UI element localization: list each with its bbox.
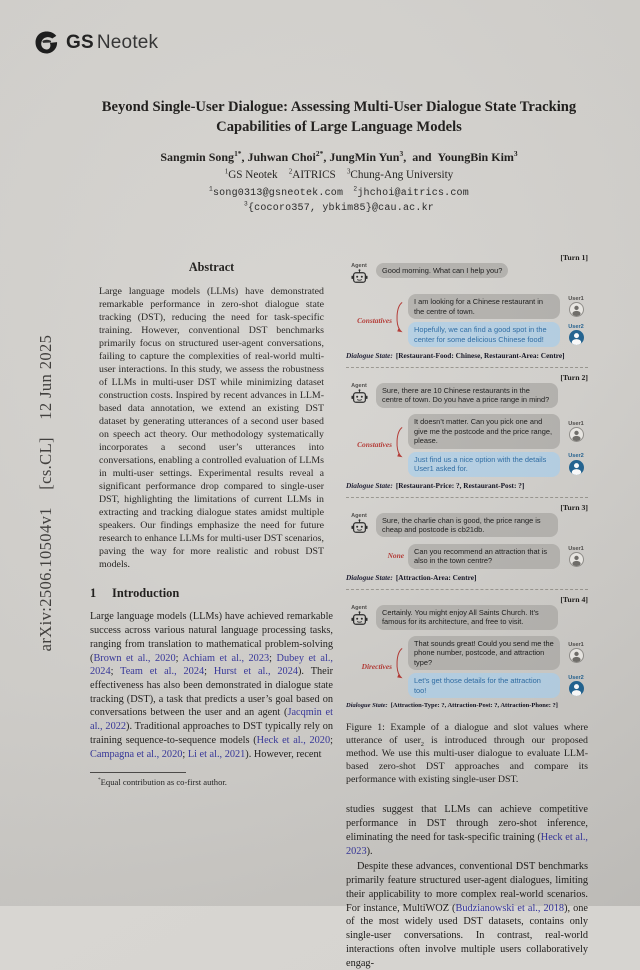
user2-speaker-label: User2 [568, 675, 584, 682]
superscript: 3 [244, 201, 248, 209]
dialogue-state-label: Dialogue State: [346, 351, 393, 361]
user-message-row [404, 544, 588, 569]
text-run: ; [269, 652, 277, 664]
text-run: ; [330, 734, 333, 746]
agent-icon-column [346, 513, 372, 541]
dialogue-state-value: [Restaurant-Price: ?, Restaurant-Post: ?] [395, 480, 525, 490]
footnote-rule [90, 772, 186, 773]
user-message-row [404, 636, 588, 670]
abstract-text: Large language models (LLMs) have demonstrated remarkable performance in zero-shot dialogue state tracking (DST), reducing the need for task-specific training. However, conventional DST benchmarks primarily focus on structured user-agent conversations, failing to capture the complexities of real-world multi-user interactions. In this study, we assess the robustness of LLMs in multi-user DST while minimizing dataset construction costs. Inspired by recent advances in LLM-based data annotation, we extend an existing DST dataset by generating utterances of a second user based on speech act theory. Our methodology systematically incorporates a second user’s utterances into conversations, enabling a controlled evaluation of LLMs in multi-user settings. Experimental results reveal a significant performance drop compared to single-user DST, highlighting the limitations of current LLMs in extracting and tracking dialogue states amidst multiple speakers. Our findings emphasize the need for future research to enhance LLMs for multi-user DST scenarios, paving the way for more realistic and robust DST models. [99, 286, 324, 571]
speech-act-zone [346, 294, 404, 347]
superscript: 2 [288, 167, 293, 176]
dialogue-state-label: Dialogue State: [346, 702, 388, 710]
dialogue-state-value: [Restaurant-Food: Chinese, Restaurant-Area: Centre] [395, 351, 565, 361]
agent-row [346, 263, 588, 291]
footnote-body: Equal contribution as co-first author. [100, 777, 227, 788]
user2-avatar-icon [569, 330, 584, 345]
act-brace-icon [393, 300, 404, 341]
text-run: jhchoi@aitrics.com [357, 187, 469, 199]
section-number: 1 [90, 586, 97, 601]
text-run: Figure 1: Example of a dialogue and slot values where utterance of user [346, 722, 588, 746]
user-messages-block [346, 414, 588, 476]
agent-robot-icon [346, 519, 372, 541]
user-rows [404, 294, 588, 347]
agent-row [346, 383, 588, 411]
user1-speaker-label: User1 [568, 296, 584, 303]
dialogue-state-value: [Attraction-Type: ?, Attraction-Post: ?, Attraction-Phone: ?] [390, 702, 558, 710]
user2-speaker-label: User2 [568, 323, 584, 330]
text-run: ), one of the most widely used DST datasets, contains only single-user conversations. In contrast, real-world interactions often involve multiple users collaboratively engag- [346, 902, 588, 969]
text-run: ). Their effectiveness has also been demonstrated in dialogue state tracking (DST), a task that predicts a user’s goal based on conversations between the user and an agent ( [90, 666, 333, 719]
user-message-row [404, 322, 588, 347]
speech-act-label: Constatives [357, 440, 392, 450]
user2-avatar-icon [569, 681, 584, 696]
agent-bubble: Sure, the charlie chan is good, the price range is cheap and postcode is cb21db. [376, 513, 558, 538]
logo-wordmark [66, 32, 158, 54]
section-title: Introduction [112, 586, 180, 601]
agent-speaker-label: Agent [351, 263, 367, 269]
agent-speaker-label: Agent [351, 383, 367, 390]
user-messages-block [346, 544, 588, 569]
superscript: 2* [315, 148, 324, 158]
user1-speaker-label: User1 [568, 420, 584, 427]
right-column [346, 247, 588, 970]
u1-icon-column [564, 296, 588, 317]
user-message-row [404, 673, 588, 698]
user1-speaker-label: User1 [568, 642, 584, 649]
text-run: ; [182, 748, 188, 760]
speech-act-label: None [387, 551, 404, 561]
dialogue-state-line [346, 702, 588, 709]
footnote-marker: * [98, 777, 101, 784]
user-rows [404, 544, 588, 569]
paper-header [88, 97, 590, 217]
citation-link[interactable]: Heck et al., 2020 [256, 734, 331, 746]
text-run: , and YoungBin Kim [403, 149, 514, 164]
user1-bubble: Can you recommend an attraction that is also in the town centre? [408, 544, 560, 569]
footnote-text [90, 777, 333, 787]
gs-neotek-logo-icon [33, 29, 60, 56]
text-run: studies suggest that LLMs can achieve competitive performance in DST through zero-shot inference, eliminating the need for task-specific training ( [346, 804, 588, 843]
user1-avatar-icon [569, 302, 584, 317]
agent-robot-icon [346, 269, 372, 291]
text-run: {cocoro357, ybkim85}@cau.ac.kr [247, 203, 434, 215]
user1-avatar-icon [569, 552, 584, 567]
text-run: is introduced through our proposed method. We use this multi-user dialogue to evaluate LLM-based zero-shot DST approaches and compare its performance with existing single-user DST. [346, 734, 588, 785]
figure-turn [346, 372, 588, 491]
turn-divider [346, 589, 588, 590]
citation-link[interactable]: Achiam et al., 2023 [182, 652, 270, 664]
emails-block [88, 186, 590, 217]
agent-icon-column [346, 605, 372, 633]
turn-divider [346, 497, 588, 498]
text-run: Large language models (LLMs) have achieved remarkable success across various natural language processing tasks, ranging from translation to mathematical problem-solving ( [90, 611, 333, 664]
arxiv-sidebar-label: arXiv:2506.10504v1 [cs.CL] 12 Jun 2025 [36, 334, 55, 652]
superscript: 1* [234, 148, 242, 158]
agent-robot-icon [346, 389, 372, 411]
user1-avatar-icon [569, 648, 584, 663]
user2-bubble: Let’s get those details for the attraction too! [408, 673, 560, 698]
superscript: 3 [346, 167, 351, 176]
text-run: ). However, recent [245, 748, 322, 760]
user1-bubble: It doesn’t matter. Can you pick one and give me the postcode and the price range, please. [408, 414, 560, 448]
user-rows [404, 414, 588, 476]
agent-robot-icon [346, 611, 372, 633]
text-run: ; [110, 666, 121, 678]
turn-label: [Turn 4] [560, 594, 588, 604]
u1-icon-column [564, 421, 588, 442]
publisher-logo [33, 29, 158, 56]
u1-icon-column [564, 642, 588, 663]
user2-bubble: Hopefully, we can find a good spot in the center for some delicious Chinese food! [408, 322, 560, 347]
agent-row [346, 605, 588, 633]
speech-act-zone [346, 414, 404, 476]
user2-bubble: Just find us a nice option with the details User1 asked for. [408, 452, 560, 477]
agent-icon-column [346, 383, 372, 411]
email-line-2 [88, 201, 590, 217]
citation-link[interactable]: Team et al., 2024 [120, 666, 205, 678]
u2-icon-column [564, 675, 588, 696]
agent-row [346, 513, 588, 541]
citation-link[interactable]: Brown et al., 2020 [93, 652, 176, 664]
figure-turn [346, 252, 588, 362]
superscript: 3 [513, 148, 518, 158]
citation-link[interactable]: Hurst et al., 2024 [213, 666, 298, 678]
text-run: ; [175, 652, 183, 664]
user1-avatar-icon [569, 427, 584, 442]
text-run: Despite these advances, conventional DST benchmarks primarily feature structured user-agent dialogues, limiting their applicability to more complex real-world scenarios. For instance, MultiWOZ ( [346, 861, 588, 914]
superscript: 1 [209, 185, 213, 193]
figure-turn [346, 502, 588, 584]
figure-turn [346, 594, 588, 711]
citation-link[interactable]: Campagna et al., 2020 [90, 748, 183, 760]
superscript: 3 [399, 148, 404, 158]
user-message-row [404, 294, 588, 319]
act-brace-icon [393, 646, 404, 687]
user1-bubble: I am looking for a Chinese restaurant in the centre of town. [408, 294, 560, 319]
citation-link[interactable]: Heck et al., 2023 [346, 831, 588, 857]
dialogue-state-value: [Attraction-Area: Centre] [395, 572, 477, 582]
user-message-row [404, 414, 588, 448]
user2-speaker-label: User2 [568, 453, 584, 460]
authors-line [88, 150, 590, 165]
user1-speaker-label: User1 [568, 545, 584, 552]
introduction-paragraph [90, 610, 333, 761]
turn-divider [346, 367, 588, 368]
figure-1-caption [346, 722, 588, 786]
text-run: Sangmin Song [160, 149, 235, 164]
text-run: AITRICS [292, 168, 347, 181]
affiliations-line [88, 169, 590, 181]
dialogue-state-line [346, 481, 588, 490]
superscript: 2 [353, 185, 358, 193]
speech-act-zone [346, 544, 404, 569]
act-brace-icon [393, 425, 404, 466]
citation-link[interactable]: Li et al., 2021 [187, 748, 246, 760]
two-column-body [90, 247, 588, 970]
dialogue-state-line [346, 351, 588, 360]
speech-act-label: Constatives [357, 315, 392, 325]
speech-act-zone [346, 636, 404, 698]
text-run: , Juhwan Choi [241, 149, 316, 164]
agent-bubble: Certainly. You might enjoy All Saints Church. It’s famous for its architecture, and free to visit. [376, 605, 558, 630]
left-column [90, 247, 333, 970]
agent-speaker-label: Agent [351, 604, 367, 611]
user-messages-block [346, 294, 588, 347]
logo-text-regular: Neotek [96, 31, 159, 53]
text-run: ; [204, 666, 214, 678]
user2-avatar-icon [569, 460, 584, 475]
agent-speaker-label: Agent [351, 512, 367, 519]
dialogue-state-label: Dialogue State: [346, 572, 393, 582]
email-line-1 [88, 186, 590, 202]
user-rows [404, 636, 588, 698]
footnote [90, 772, 333, 787]
user-message-row [404, 452, 588, 477]
text-run: , JungMin Yun [323, 149, 400, 164]
paper-title: Beyond Single-User Dialogue: Assessing Multi-User Dialogue State Tracking Capabilities of Large Language Models [101, 99, 577, 136]
body-paragraph-continued [346, 803, 588, 858]
body-paragraph-2 [346, 860, 588, 970]
u1-icon-column [564, 546, 588, 567]
section-heading-introduction [90, 586, 333, 601]
text-run: GS Neotek [228, 168, 289, 181]
agent-icon-column [346, 263, 372, 291]
citation-link[interactable]: Jacqmin et al., 2022 [90, 707, 333, 733]
u2-icon-column [564, 453, 588, 474]
turn-label: [Turn 3] [560, 502, 588, 512]
figure-1-dialogue [346, 247, 588, 711]
agent-bubble: Sure, there are 10 Chinese restaurants in the centre of town. Do you have a price range in mind? [376, 383, 558, 408]
dialogue-state-line [346, 573, 588, 582]
text-run: song0313@gsneotek.com [212, 187, 344, 199]
u2-icon-column [564, 324, 588, 345]
superscript: 1 [224, 167, 229, 176]
agent-bubble: Good morning. What can I help you? [376, 263, 508, 278]
text-run: ). [366, 845, 373, 857]
turn-label: [Turn 2] [560, 373, 588, 383]
user-messages-block [346, 636, 588, 698]
citation-link[interactable]: Budzianowski et al., 2018 [455, 902, 565, 914]
abstract-heading: Abstract [188, 260, 235, 274]
dialogue-state-label: Dialogue State: [346, 480, 393, 490]
user1-bubble: That sounds great! Could you send me the phone number, postcode, and attraction type? [408, 636, 560, 670]
text-run: ). Traditional approaches to DST typically rely on training sequence-to-sequence models ( [90, 721, 333, 746]
text-run: Chung-Ang University [350, 168, 454, 181]
logo-text-bold: GS [66, 31, 94, 53]
turn-label: [Turn 1] [560, 253, 588, 262]
citation-link[interactable]: Dubey et al., 2024 [90, 652, 333, 678]
subscript: 2 [420, 741, 424, 748]
speech-act-label: Directives [361, 661, 392, 671]
text-run [343, 188, 353, 199]
